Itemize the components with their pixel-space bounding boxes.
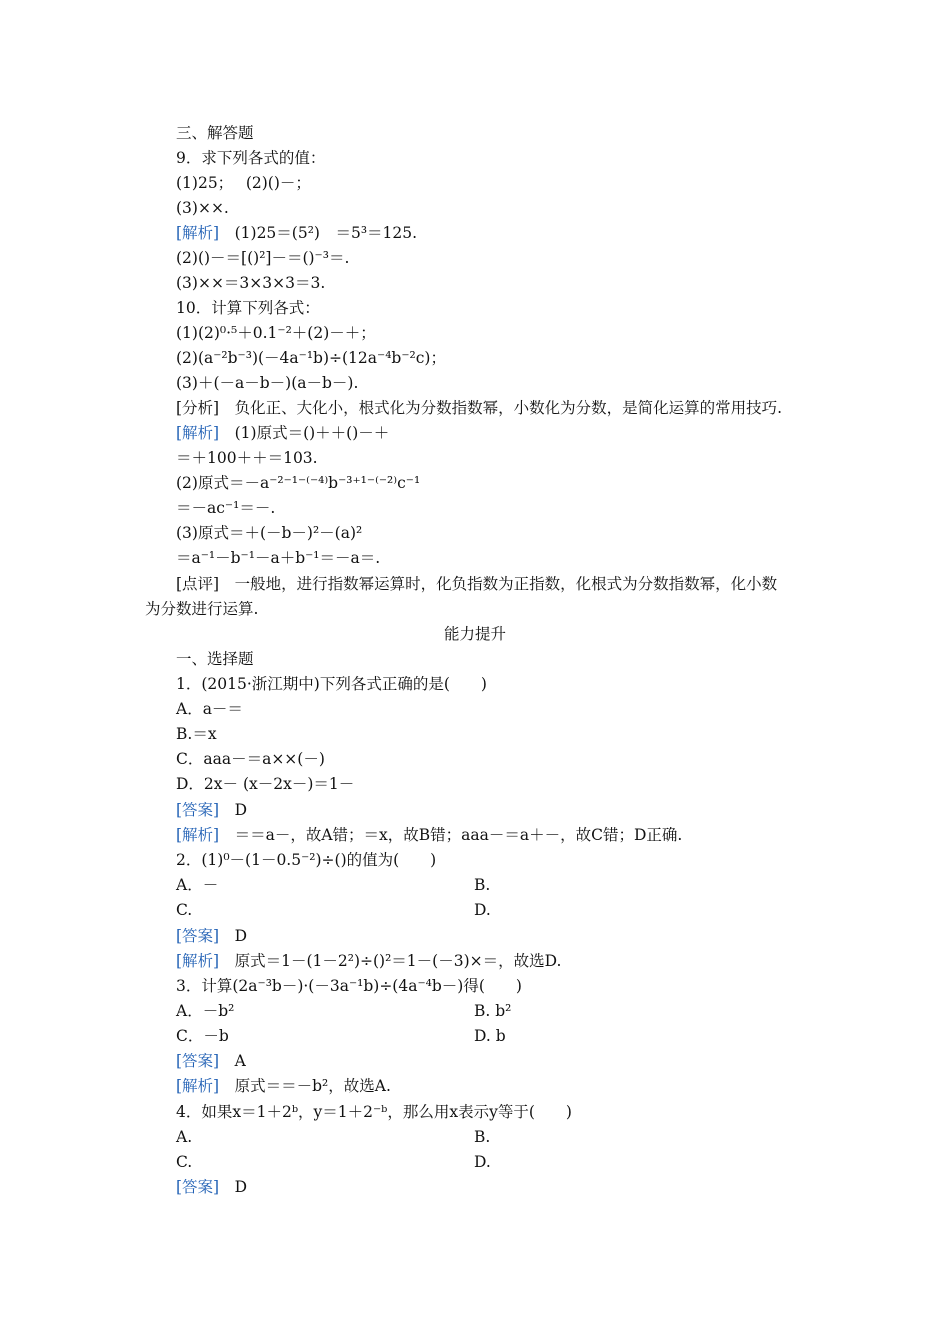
c4-answer: [答案] D <box>176 1178 248 1196</box>
c2-row-cd <box>176 900 491 920</box>
q10-solution-3: (2)原式＝－a⁻²⁻¹⁻⁽⁻⁴⁾b⁻³⁺¹⁻⁽⁻²⁾c⁻¹ <box>176 474 421 492</box>
q10-analysis: [分析] 负化正、大化小，根式化为分数指数幂，小数化为分数，是简化运算的常用技巧. <box>176 399 783 417</box>
c4-row-ab <box>176 1127 491 1147</box>
q9-line1: (1)25； (2)()－； <box>176 174 311 192</box>
c2-option-a: A．－ <box>176 876 219 894</box>
c3-answer: [答案] A <box>176 1052 246 1070</box>
q10-comment-line2: 为分数进行运算. <box>145 600 259 618</box>
q10-comment-line1: [点评] 一般地，进行指数幂运算时，化负指数为正指数，化根式为分数指数幂，化小数 <box>176 575 778 593</box>
c1-answer: [答案] D <box>176 801 248 819</box>
section-header-solve: 三、解答题 <box>176 124 254 142</box>
c2-title: 2．(1)⁰－(1－0.5⁻²)÷()的值为( ) <box>176 851 437 869</box>
analysis-tag: [解析] <box>176 224 220 242</box>
c3-option-d: D. b <box>474 1027 506 1045</box>
c2-answer: [答案] D <box>176 927 248 945</box>
q9-solution-2: (2)()－＝[()²]－＝()⁻³＝. <box>176 249 350 267</box>
answer-tag: [答案] <box>176 1178 220 1196</box>
c1-option-d: D．2x－ (x－2x－)＝1－ <box>176 775 355 793</box>
answer-tag: [答案] <box>176 927 220 945</box>
analysis-tag: [解析] <box>176 826 220 844</box>
c3-option-b: B. b² <box>474 1002 512 1020</box>
q10-solution-1: [解析] (1)原式＝()＋＋()－＋ <box>176 424 390 442</box>
q10-solution-4: ＝－ac⁻¹＝－. <box>176 499 276 517</box>
answer-tag: [答案] <box>176 1052 220 1070</box>
c3-option-c: C．－b <box>176 1027 229 1045</box>
q10-title: 10．计算下列各式： <box>176 299 320 317</box>
dianping-tag: [点评] <box>176 575 220 593</box>
q9-title: 9．求下列各式的值： <box>176 149 326 167</box>
c1-option-b: B.＝x <box>176 725 217 743</box>
c3-row-ab <box>176 1001 512 1021</box>
q10-solution-5: (3)原式＝＋(－b－)²－(a)² <box>176 524 363 542</box>
c1-option-c: C．aaa－＝a××(－) <box>176 750 325 768</box>
q10-line2: (2)(a⁻²b⁻³)(－4a⁻¹b)÷(12a⁻⁴b⁻²c)； <box>176 349 446 367</box>
c2-option-c: C. <box>176 901 193 919</box>
analysis-tag: [解析] <box>176 1077 220 1095</box>
c4-option-d: D. <box>474 1153 491 1171</box>
c4-row-cd <box>176 1152 491 1172</box>
fenxi-tag: [分析] <box>176 399 220 417</box>
c1-title: 1．(2015·浙江期中)下列各式正确的是( ) <box>176 675 487 693</box>
c3-row-cd <box>176 1026 506 1046</box>
q10-solution-2: ＝＋100＋＋＝103. <box>176 449 318 467</box>
c1-analysis: [解析] ＝＝a－，故A错；＝x，故B错；aaa－＝a＋－，故C错；D正确. <box>176 826 683 844</box>
analysis-tag: [解析] <box>176 424 220 442</box>
answer-tag: [答案] <box>176 801 220 819</box>
c2-option-d: D. <box>474 901 491 919</box>
c3-option-a: A．－b² <box>176 1002 235 1020</box>
c3-title: 3．计算(2a⁻³b－)·(－3a⁻¹b)÷(4a⁻⁴b－)得( ) <box>176 977 522 995</box>
c2-row-ab <box>176 875 491 895</box>
ability-title: 能力提升 <box>443 625 506 643</box>
q10-line1: (1)(2)⁰·⁵＋0.1⁻²＋(2)－＋； <box>176 324 376 342</box>
q10-solution-6: ＝a⁻¹－b⁻¹－a＋b⁻¹＝－a＝. <box>176 549 381 567</box>
c4-title: 4．如果x＝1＋2ᵇ，y＝1＋2⁻ᵇ，那么用x表示y等于( ) <box>176 1103 572 1121</box>
c4-option-a: A. <box>176 1128 193 1146</box>
c2-analysis: [解析] 原式＝1－(1－2²)÷()²＝1－(－3)×＝，故选D. <box>176 952 562 970</box>
q9-solution-3: (3)××＝3×3×3＝3. <box>176 274 326 292</box>
c1-option-a: A．a－＝ <box>176 700 243 718</box>
q10-line3: (3)＋(－a－b－)(a－b－). <box>176 374 359 392</box>
c2-option-b: B. <box>474 876 491 894</box>
c3-analysis: [解析] 原式＝＝－b²，故选A. <box>176 1077 391 1095</box>
c4-option-b: B. <box>474 1128 491 1146</box>
q9-line2: (3)××. <box>176 199 229 217</box>
analysis-tag: [解析] <box>176 952 220 970</box>
c4-option-c: C. <box>176 1153 193 1171</box>
choice-header: 一、选择题 <box>176 650 254 668</box>
q9-solution-1: [解析] (1)25＝(5²) ＝5³＝125. <box>176 224 418 242</box>
